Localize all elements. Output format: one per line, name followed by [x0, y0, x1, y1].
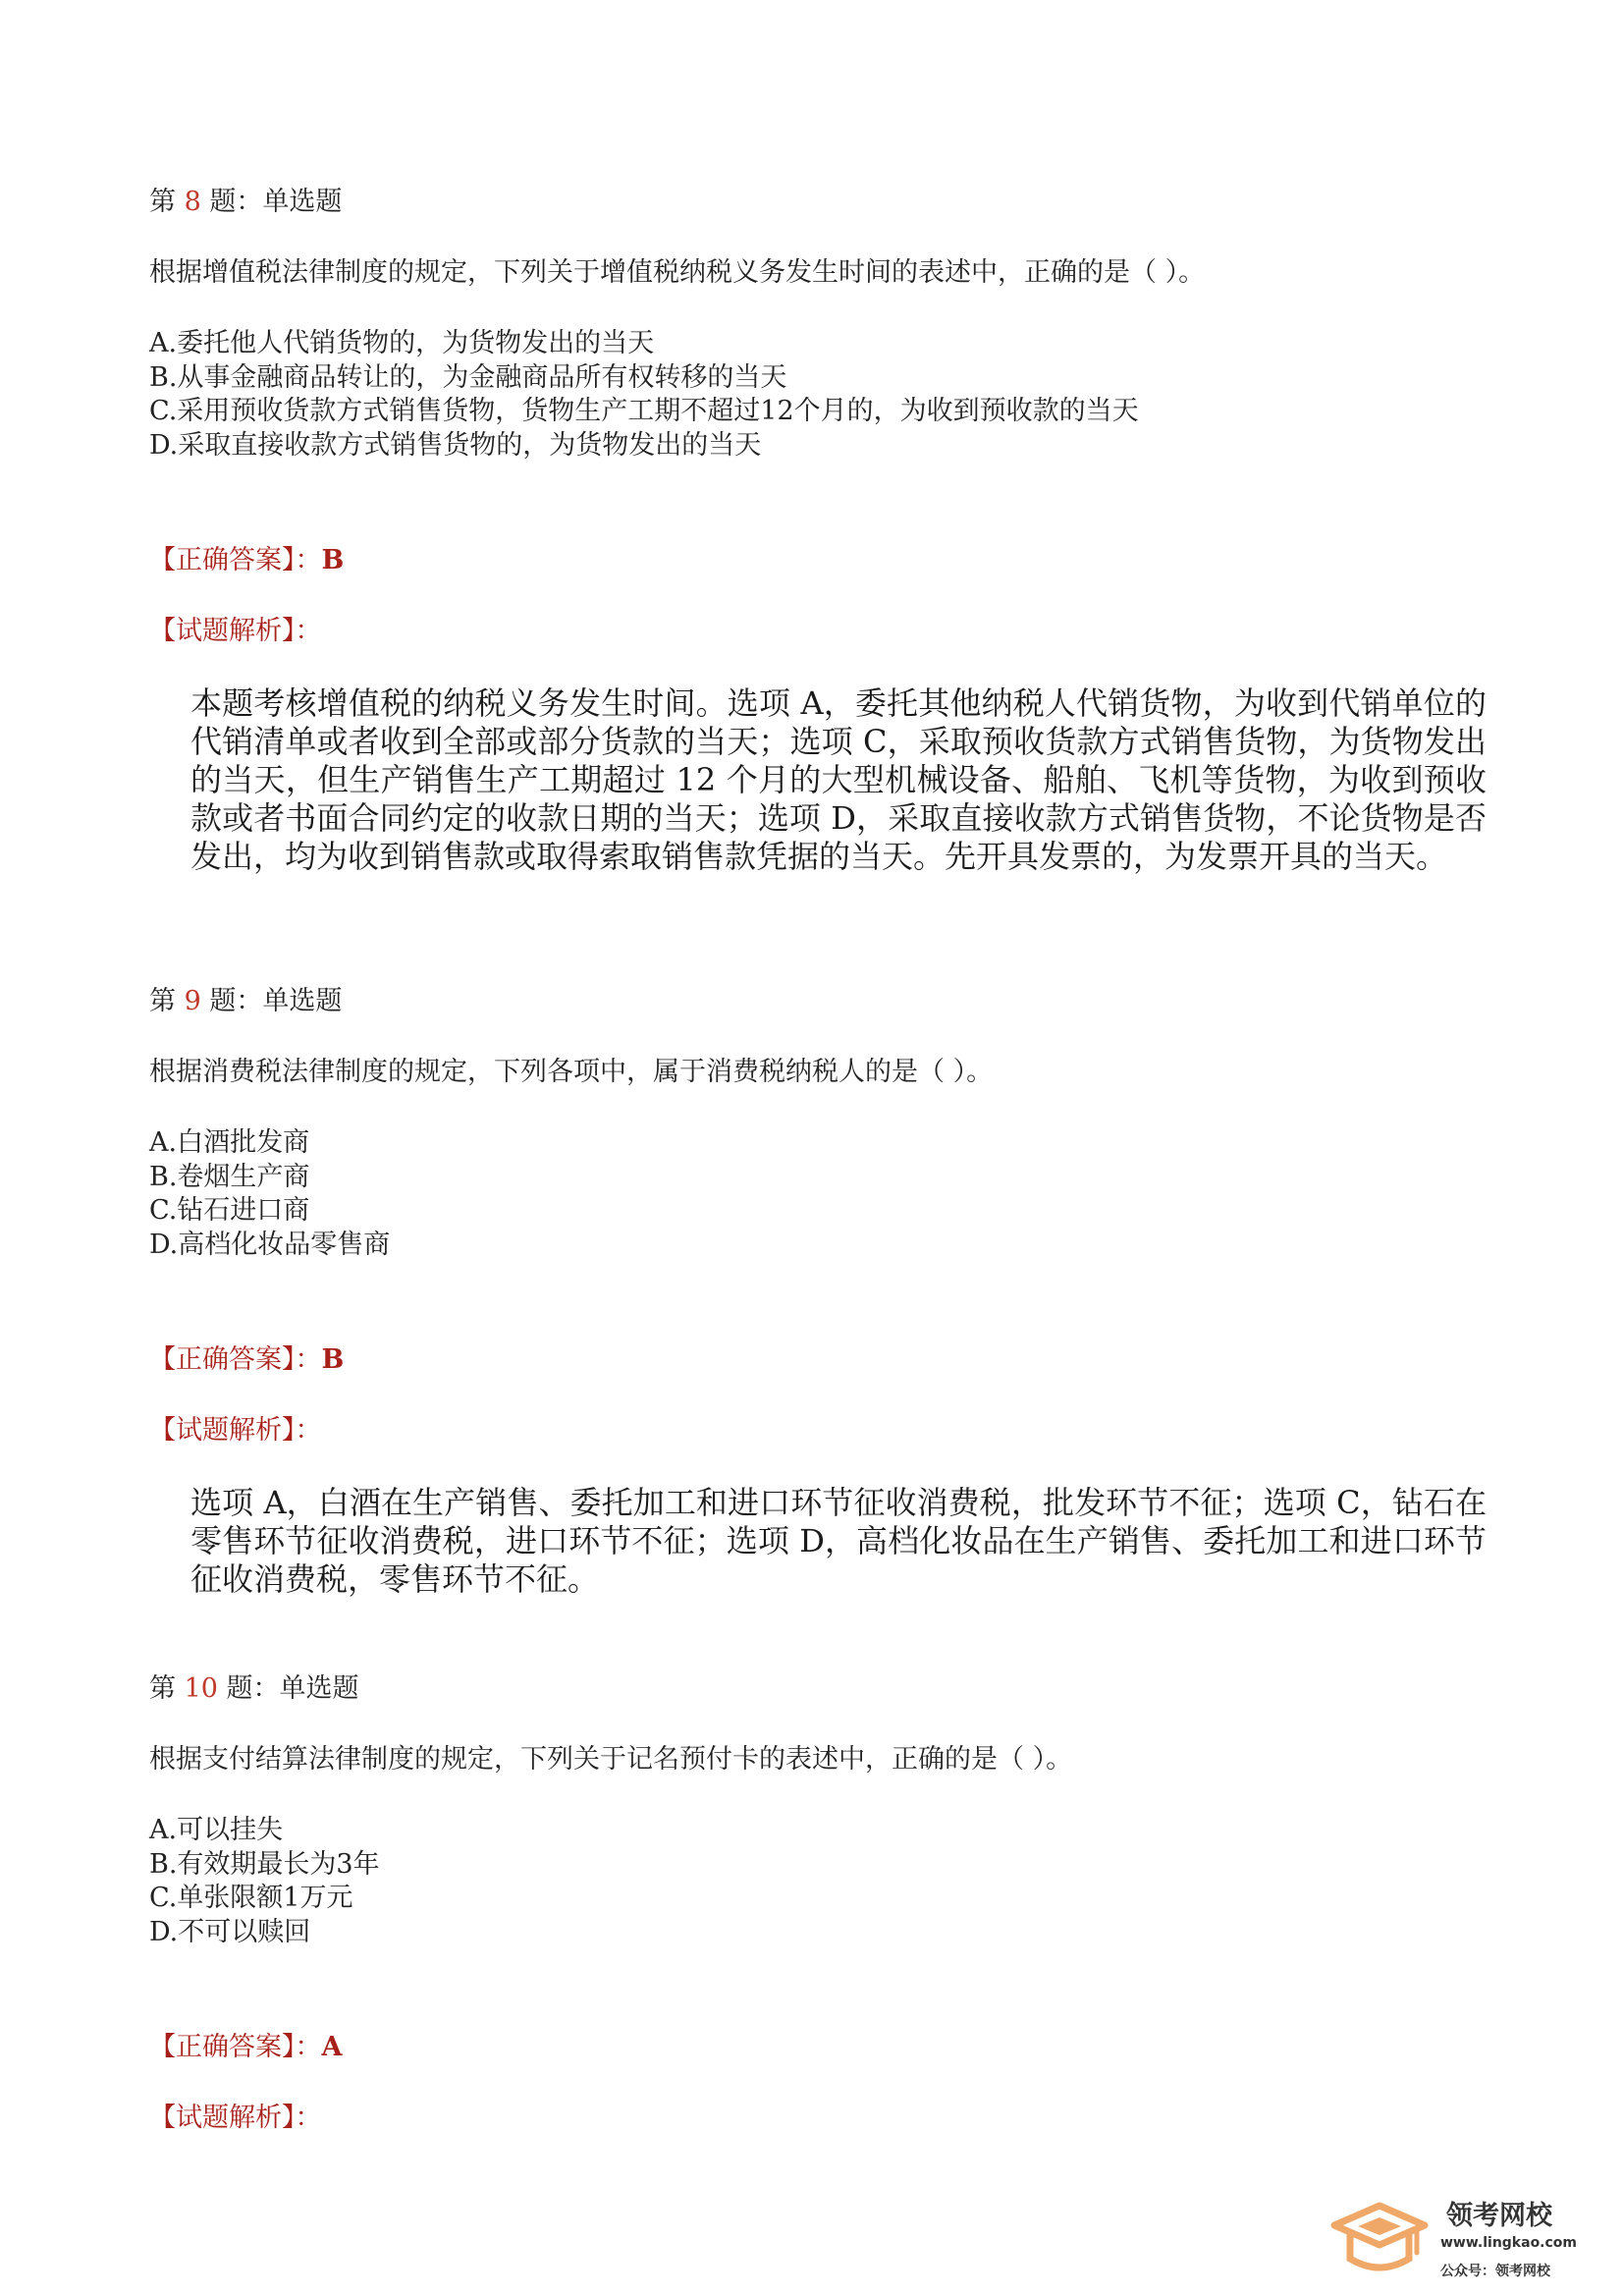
question-9 — [149, 982, 1504, 1599]
question-type: 题：单选题 — [200, 986, 343, 1016]
answer-value: B — [321, 1344, 345, 1375]
option-b: B.卷烟生产商 — [149, 1161, 310, 1192]
brand-name: 领考网校 — [1446, 2201, 1552, 2231]
question-10 — [149, 1669, 1504, 2138]
question-prefix: 第 — [149, 986, 185, 1016]
analysis-label: 【试题解析】： — [149, 2103, 322, 2133]
question-prefix: 第 — [149, 1673, 185, 1704]
graduation-cap-icon — [1330, 2192, 1429, 2280]
brand-url: www.lingkao.com — [1440, 2235, 1578, 2251]
answer-label: 【正确答案】： — [149, 1344, 322, 1375]
answer-value: A — [321, 2032, 343, 2062]
question-number: 9 — [184, 986, 201, 1016]
analysis-label: 【试题解析】： — [149, 1415, 322, 1446]
answer-value: B — [321, 545, 345, 575]
option-list — [149, 1126, 1504, 1262]
option-d: D.高档化妆品零售商 — [149, 1229, 391, 1260]
question-type: 题：单选题 — [200, 187, 343, 217]
question-number: 8 — [184, 187, 201, 217]
question-prefix: 第 — [149, 187, 185, 217]
option-c: C.钻石进口商 — [149, 1195, 310, 1226]
option-c: C.单张限额1万元 — [149, 1883, 353, 1913]
question-stem: 根据增值税法律制度的规定，下列关于增值税纳税义务发生时间的表述中，正确的是（ ）。 — [149, 257, 1206, 288]
question-stem: 根据消费税法律制度的规定，下列各项中，属于消费税纳税人的是（ ）。 — [149, 1057, 994, 1087]
option-a: A.可以挂失 — [149, 1815, 284, 1845]
question-heading — [149, 1669, 1504, 1709]
option-d: D.不可以赎回 — [149, 1916, 311, 1947]
option-a: A.委托他人代销货物的，为货物发出的当天 — [149, 328, 655, 358]
question-8 — [149, 183, 1504, 876]
question-number: 10 — [184, 1673, 218, 1704]
question-heading — [149, 982, 1504, 1021]
answer-label: 【正确答案】： — [149, 545, 322, 575]
option-c: C.采用预收货款方式销售货物，货物生产工期不超过12个月的，为收到预收款的当天 — [149, 396, 1139, 426]
option-list — [149, 327, 1504, 463]
option-a: A.白酒批发商 — [149, 1127, 310, 1158]
brand-wechat: 公众号：领考网校 — [1440, 2264, 1550, 2279]
option-d: D.采取直接收款方式销售货物的，为货物发出的当天 — [149, 429, 762, 461]
question-type: 题：单选题 — [217, 1673, 359, 1704]
option-list — [149, 1814, 1504, 1949]
option-b: B.有效期最长为3年 — [149, 1848, 380, 1880]
analysis-label: 【试题解析】： — [149, 616, 322, 646]
question-stem: 根据支付结算法律制度的规定，下列关于记名预付卡的表述中，正确的是（ ）。 — [149, 1744, 1073, 1775]
correct-answer — [149, 2028, 1504, 2067]
option-b: B.从事金融商品转让的，为金融商品所有权转移的当天 — [149, 361, 787, 393]
correct-answer — [149, 541, 1504, 580]
analysis-text: 本题考核增值税的纳税义务发生时间。选项 A，委托其他纳税人代销货物，为收到代销单位的代销清单或者收到全部或部分货款的当天；选项 C，采取预收货款方式销售货物，为货物发出的当天，但生产销售生产工期超过 12 个月的大型机械设备、船舶、飞机等货物，为收到预收款或者书面合同约定的收款日期的当天；选项 D，采取直接收款方式销售货物，不论货物是否发出，均为收到销售款或取得索取销售款凭据的当天。先开具发票的，为发票开具的当天。 — [190, 684, 1487, 875]
brand-watermark — [1330, 2192, 1586, 2286]
correct-answer — [149, 1340, 1504, 1380]
answer-label: 【正确答案】： — [149, 2032, 322, 2062]
question-heading — [149, 183, 1504, 222]
analysis-text: 选项 A，白酒在生产销售、委托加工和进口环节征收消费税，批发环节不征；选项 C，钻石在零售环节征收消费税，进口环节不征；选项 D，高档化妆品在生产销售、委托加工和进口环节征收消费税，零售环节不征。 — [190, 1484, 1487, 1598]
